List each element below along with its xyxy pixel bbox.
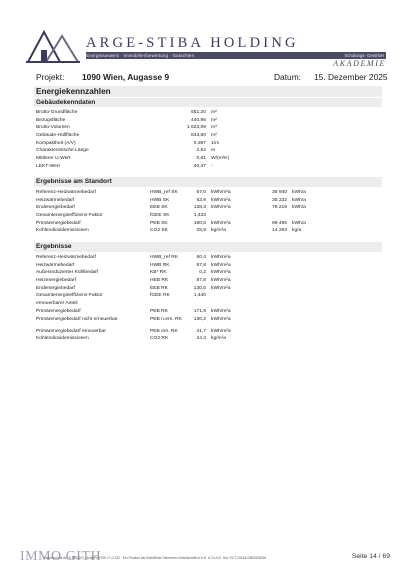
row-unit: kWh/m²a (211, 190, 231, 195)
row-unit: m² (211, 110, 217, 115)
row-label: Referenz-Heizwärmebedarf (36, 255, 96, 260)
logo-mark-icon (24, 28, 82, 68)
company-logo (20, 28, 390, 68)
row-unit-total: kWh/a (292, 220, 306, 226)
row-symbol: HEB RK (150, 278, 169, 284)
table-row (34, 155, 382, 163)
row-label: Brutto-Grundfläche (36, 110, 78, 115)
table-row (34, 220, 382, 228)
row-symbol: fGEE SK (150, 213, 170, 219)
table-row (34, 300, 382, 308)
row-unit: kWh/m²a (211, 205, 231, 211)
row-unit: kWh/m²a (211, 285, 231, 291)
table-row (34, 285, 382, 293)
row-value: 130,5 (193, 285, 206, 291)
row-value: 41,7 (196, 328, 206, 334)
row-label: erneuerbarer Anteil (36, 301, 78, 307)
table-row (34, 132, 382, 140)
row-unit-total: kg/a (292, 228, 302, 234)
table-row (34, 335, 382, 343)
project-date: 15. Dezember 2025 (314, 72, 388, 82)
row-value: 0,397 (193, 140, 206, 146)
row-value: 171,9 (193, 308, 206, 314)
section-title: Energiekennzahlen (34, 86, 382, 97)
row-value: 2,52 (196, 148, 206, 154)
row-unit: m² (211, 117, 217, 123)
row-label: Charakteristische Länge (36, 148, 89, 154)
row-value: 40,47 (193, 163, 206, 169)
row-symbol: PEB RK (150, 308, 168, 314)
row-label: Kompaktheit (A/V) (36, 140, 76, 146)
project-label: Projekt: (36, 72, 65, 82)
row-label: Kohlendioxidemissionen (36, 228, 89, 234)
row-unit-total: kWh/a (292, 205, 306, 211)
row-label: Kohlendioxidemissionen (36, 336, 89, 342)
row-symbol: HWB RK (150, 262, 170, 268)
row-value-total: 14 253 (272, 228, 287, 234)
table-row (34, 163, 382, 171)
row-label: Außeninduzierter Kühlbedarf (36, 270, 99, 276)
subsection-title-standort: Ergebnisse am Standort (34, 177, 382, 187)
row-unit: kWh/m²a (211, 328, 231, 334)
row-label: Primärenergiebedarf (36, 220, 81, 226)
row-value-total: 35 232 (272, 197, 287, 203)
row-label: Gesamtenergieeffizienz-Faktor (36, 213, 103, 219)
row-unit: kWh/m²a (211, 255, 231, 260)
row-symbol: fGEE RK (150, 293, 170, 299)
row-value-total: 76 219 (272, 205, 287, 211)
standort-data-table (34, 189, 382, 235)
table-row (34, 212, 382, 220)
row-unit: kWh/m²a (211, 308, 231, 314)
row-symbol: PEB ern. RK (150, 328, 178, 334)
row-value: 25,9 (196, 228, 206, 234)
row-symbol: HWB SK (150, 197, 170, 203)
page-number: Seite 14 / 69 (351, 552, 390, 560)
project-name: 1090 Wien, Augasse 9 (82, 72, 170, 82)
row-value: 551,20 (191, 110, 206, 115)
table-row (34, 269, 382, 277)
footer-logo: IMMO GITH (20, 549, 102, 564)
logo-akademie: AKADEMIE (333, 59, 386, 68)
table-row (34, 316, 382, 328)
row-unit: kWh/m²a (211, 278, 231, 284)
row-label: Gesamtenergieeffizienz-Faktor (36, 293, 103, 299)
row-value: 130,2 (193, 316, 206, 322)
table-row (34, 109, 382, 117)
row-label: Primärenergiebedarf nicht erneuerbar (36, 316, 118, 322)
row-value: 0,2 (199, 270, 206, 276)
row-unit: kWh/m²a (211, 316, 231, 322)
row-unit: kWh/m²a (211, 220, 231, 226)
row-symbol: EEB SK (150, 205, 168, 211)
row-value: 1,440 (193, 293, 206, 299)
table-row (34, 277, 382, 285)
row-label: Heizwärmebedarf (36, 197, 75, 203)
row-label: Heizwärmebedarf (36, 262, 75, 268)
row-symbol: PEB n.ern. RK (150, 316, 182, 322)
row-label: Gebäude-Hüllfläche (36, 133, 80, 139)
row-value: 1,433 (193, 213, 206, 219)
page-footer (20, 548, 390, 570)
row-label: Referenz-Heizwärmebedarf (36, 190, 96, 195)
row-value: 24,3 (196, 336, 206, 342)
section-energiekennzahlen (34, 86, 382, 171)
row-label: Primärenergiebedarf erneuerbar (36, 328, 106, 334)
row-unit: kg/m²a (211, 336, 226, 342)
row-symbol: PEB SK (150, 220, 168, 226)
row-value: 60,4 (196, 255, 206, 260)
row-unit: m² (211, 133, 217, 139)
table-row (34, 292, 382, 300)
subsection-title-ergebnisse: Ergebnisse (34, 242, 382, 252)
ergebnisse-data-table (34, 254, 382, 343)
logo-small-text: Schulungs- GesmbH (344, 52, 384, 58)
row-unit-total: kWh/a (292, 197, 306, 203)
row-value: 87,8 (196, 278, 206, 284)
row-symbol: HWB_ref RK (150, 255, 178, 260)
row-value: 138,3 (193, 205, 206, 211)
row-label: Bezugsfläche (36, 117, 66, 123)
project-line (36, 72, 388, 84)
table-row (34, 124, 382, 132)
section-ergebnisse (34, 242, 382, 343)
row-unit: m (211, 148, 216, 154)
row-symbol: CO2 SK (150, 228, 168, 234)
row-unit: W/(m²K) (211, 156, 230, 162)
row-unit: kg/m²a (211, 228, 226, 234)
row-unit: kWh/m²a (211, 270, 231, 276)
table-row (34, 189, 382, 197)
row-value: 643,60 (191, 133, 206, 139)
date-label: Datum: (274, 72, 301, 82)
building-data-table (34, 109, 382, 171)
table-row (34, 147, 382, 155)
footer-text: Datenschutz Art. 6 DSGVO · ArchiPHYSIK 17.0.232 · Ein Produkt der BuildDesk Österreich Gesellschaft m.b.H. & Co.KG. Snr. ECT-2018112800005016 (44, 556, 267, 560)
row-value-total: 99 495 (272, 220, 287, 226)
row-unit: 1/m (211, 140, 220, 146)
row-label: LEKT-Wert (36, 163, 60, 169)
table-row (34, 197, 382, 205)
row-value: 57,6 (196, 262, 206, 268)
row-label: Primärenergiebedarf (36, 308, 81, 314)
row-unit: m³ (211, 125, 217, 131)
logo-tagline: Energieausweis · Immobilienbewertung · Gutachten (86, 52, 195, 58)
row-value: 67,0 (196, 190, 206, 195)
row-label: Brutto-Volumen (36, 125, 70, 131)
row-unit: - (211, 163, 213, 169)
row-label: Heizenergiebedarf (36, 278, 76, 284)
table-row (34, 308, 382, 316)
table-row (34, 117, 382, 125)
row-symbol: KB* RK (150, 270, 167, 276)
row-label: Endenergiebedarf (36, 205, 75, 211)
row-value: 180,5 (193, 220, 206, 226)
row-symbol: CO2 RK (150, 336, 169, 342)
row-symbol: EEB RK (150, 285, 168, 291)
row-unit-total: kWh/a (292, 190, 306, 195)
table-row (34, 254, 382, 262)
row-symbol: HWB_ref SK (150, 190, 178, 195)
row-unit: kWh/m²a (211, 197, 231, 203)
row-unit: kWh/m²a (211, 262, 231, 268)
table-row (34, 227, 382, 235)
row-label: Endenergiebedarf (36, 285, 75, 291)
table-row (34, 262, 382, 270)
table-row (34, 140, 382, 148)
row-value: 440,96 (191, 117, 206, 123)
section-standort (34, 177, 382, 235)
row-value: 63,9 (196, 197, 206, 203)
row-value: 1 623,09 (186, 125, 206, 131)
logo-title: ARGE-STIBA HOLDING (86, 35, 299, 51)
row-label: Mittlerer U-Wert (36, 156, 71, 162)
row-value-total: 36 940 (272, 190, 287, 195)
subsection-title-gebaeude: Gebäudekenndaten (34, 98, 382, 107)
table-row (34, 204, 382, 212)
table-row (34, 328, 382, 336)
row-value: 0,61 (196, 156, 206, 162)
